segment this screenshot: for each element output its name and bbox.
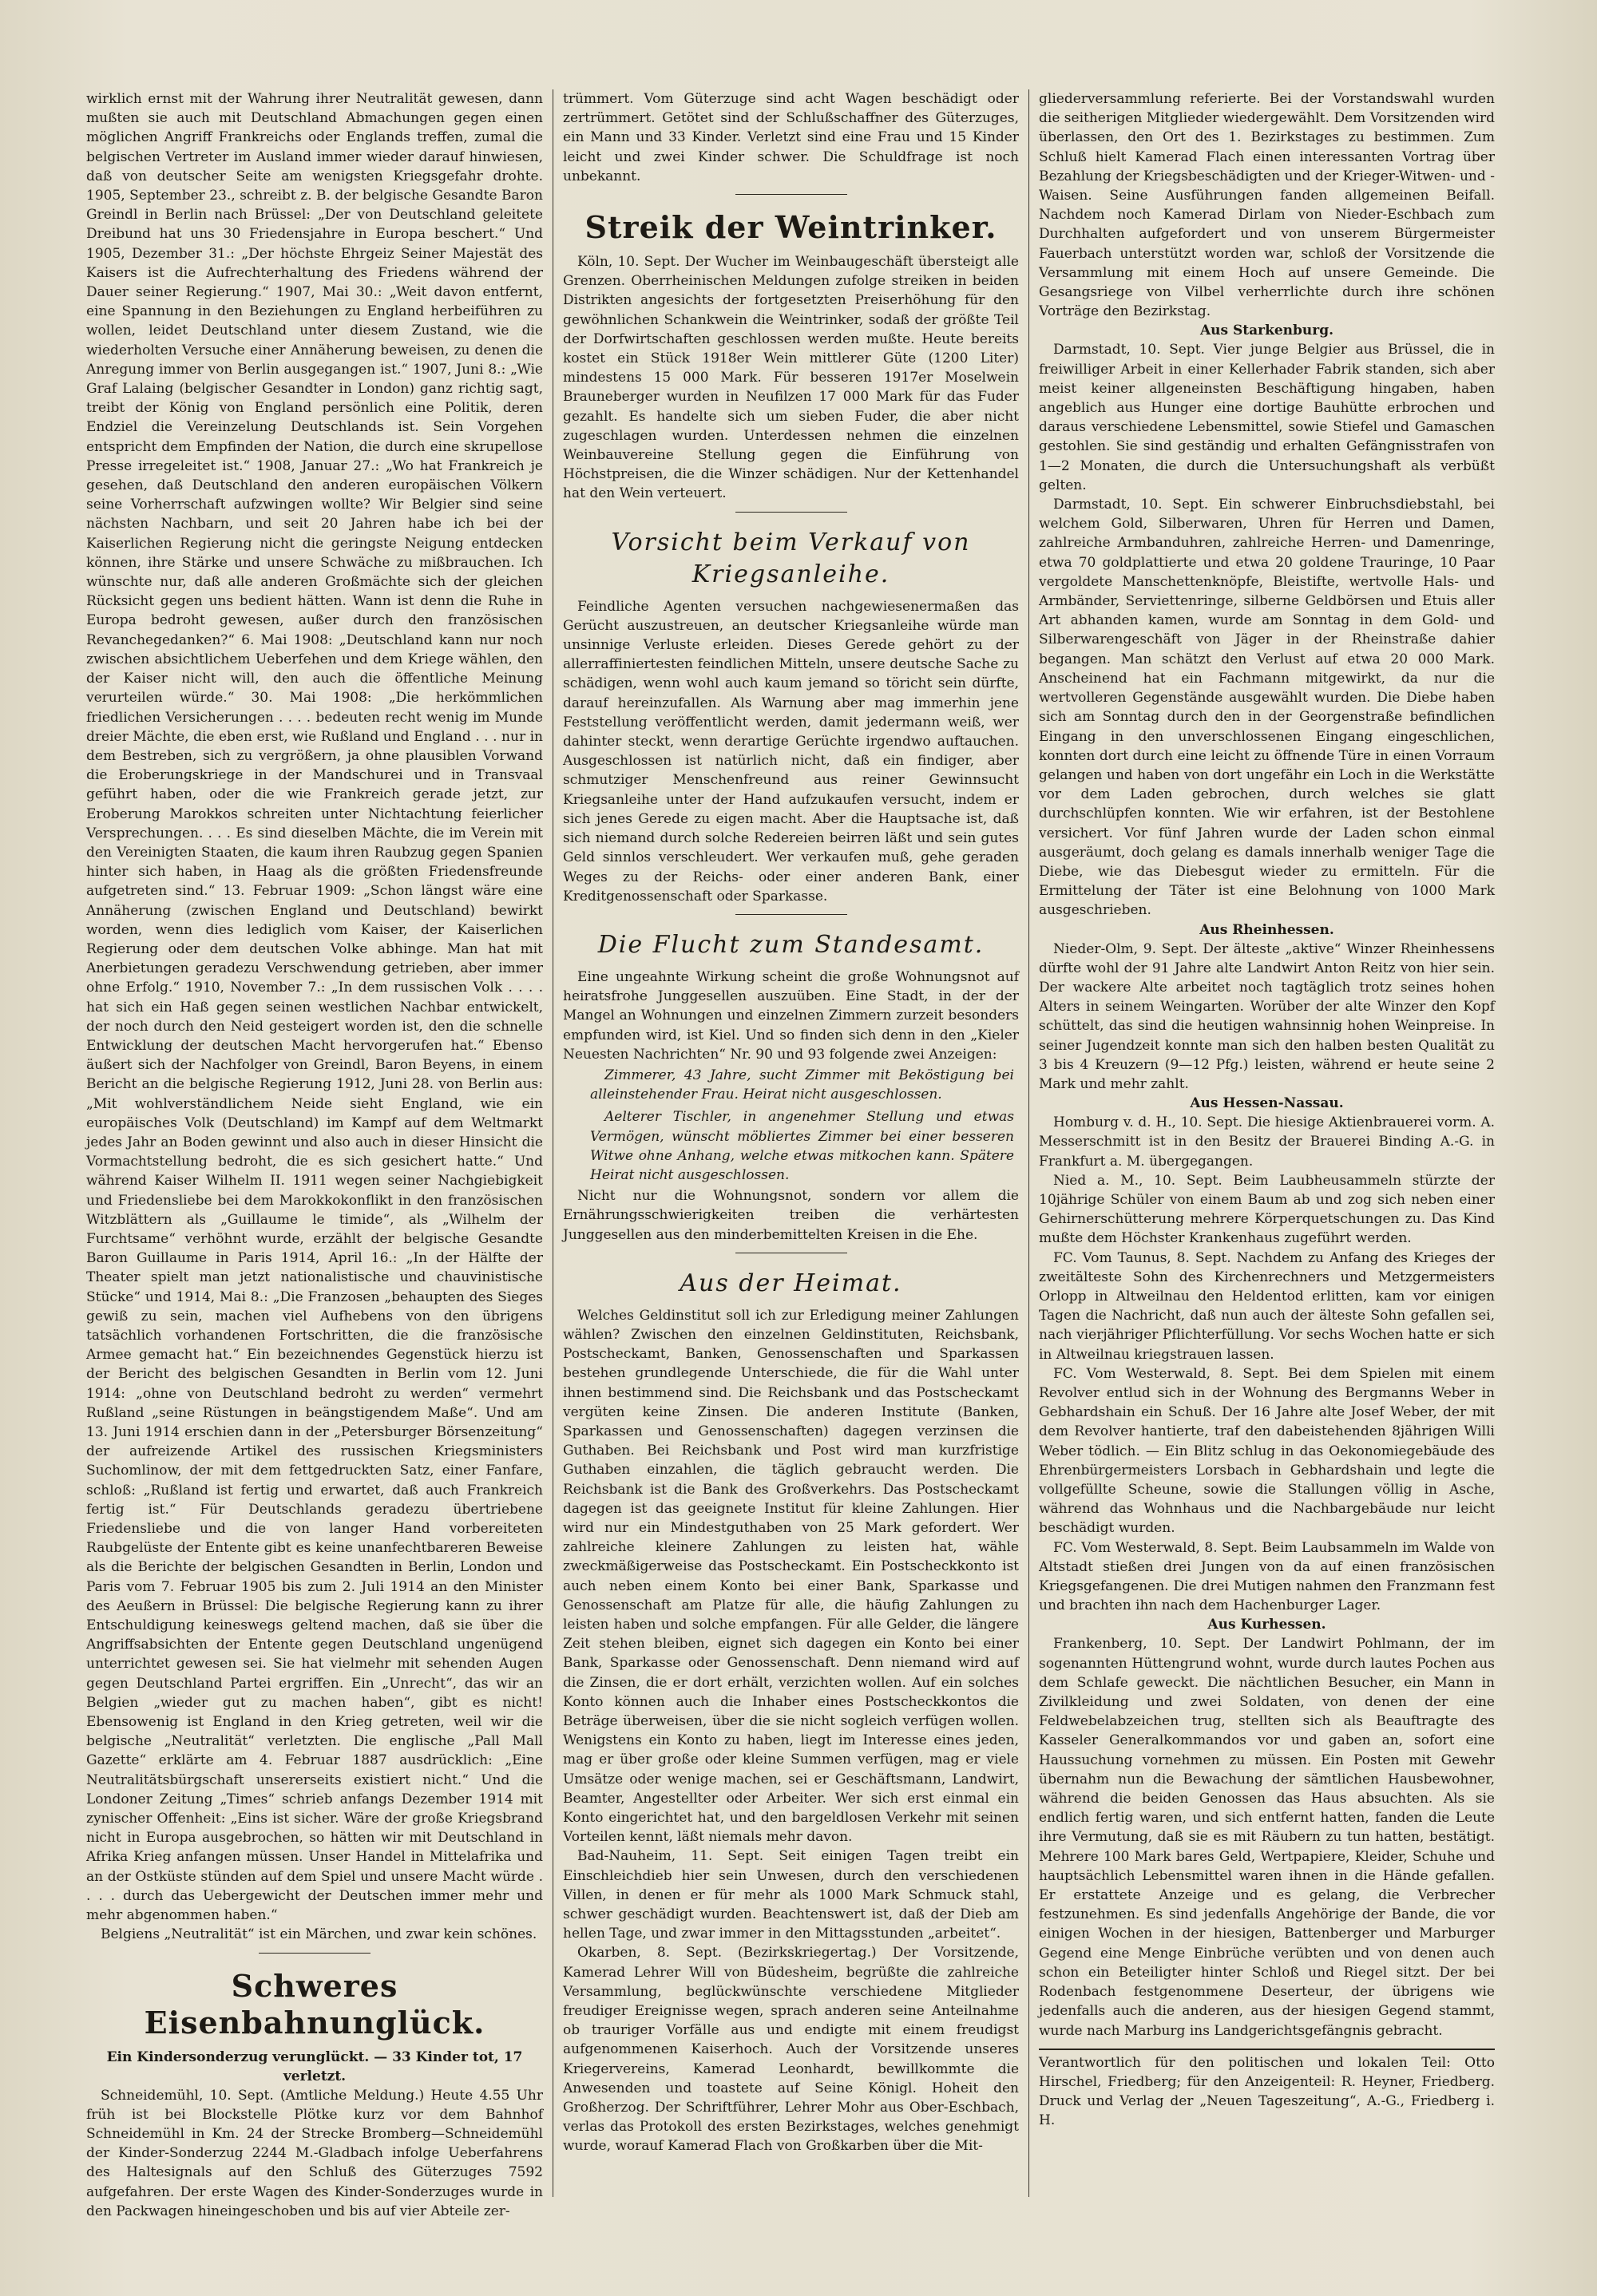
section-rheinhessen: Aus Rheinhessen. <box>1199 921 1334 938</box>
divider <box>259 1953 371 1954</box>
darmstadt-report-1: Darmstadt, 10. Sept. Vier junge Belgier aus Brüssel, die in freiwilliger Arbeit in einer Kellerhader Fabrik standen, sich aber meist keiner allgeneinsten Beschäftigung hingaben, haben angeblich aus Hunger eine dortige Bauhütte erbrochen und daraus verschiedene Lebensmittel, sowie Stiefel und Gamaschen gestohlen. Sie sind geständig und erhalten Gefängnisstrafen von 1—2 Monaten, die durch die Untersuchungshaft als verbüßt gelten. <box>1039 342 1495 493</box>
frankenberg-report: Frankenberg, 10. Sept. Der Landwirt Pohlmann, der im sogenannten Hüttengrund wohnt, wurde durch lautes Pochen aus dem Schlafe geweckt. Die nächtlichen Besucher, ein Mann in Zivilkleidung und zwei Soldaten, von denen der eine Feldwebelabzeichen trug, stellten sich als Beauftragte des Kasseler Generalkommandos vor und gaben an, sofort eine Haussuchung vornehmen zu müssen. Ein Posten mit Gewehr übernahm nun die Bewachung der sämtlichen Hausbewohner, während die beiden Genossen das Haus absuchten. Als sie endlich fertig waren, und sich entfernt hatten, fanden die Leute ihre Vermutung, daß sie es mit Räubern zu tun hatten, bestätigt. Mehrere 100 Mark bares Geld, Wertpapiere, Kleider, Schuhe und hauptsächlich Lebensmittel waren ihnen in die Hände gefallen. Er erstattete Anzeige und es gelang, die Verbrecher festzunehmen. Es sind jedenfalls Angehörige der Bande, die vor einigen Wochen in der hiesigen, Battenberger und Marburger Gegend eine Menge Einbrüche verübten und von denen auch schon ein Beteiligter hinter Schloß und Riegel sitzt. Der bei Rodenbach festgenommene Deserteur, der übrigens wie jedenfalls auch die anderen, aus der hiesigen Gegend stammt, wurde nach Marburg ins Landgerichtsgefängnis gebracht. <box>1039 1636 1495 2039</box>
wine-strike-body: Köln, 10. Sept. Der Wucher im Weinbaugeschäft übersteigt alle Grenzen. Oberrheinischen Meldungen zufolge streiken in beiden Distrikten angesichts der fortgesetzten Preiserhöhung für den gewöhnlichen Schankwein die Weintrinker, sodaß der größte Teil der Dorfwirtschaften geschlossen werden mußte. Heute bereits kostet ein Stück 1918er Wein mittlerer Güte (1200 Liter) mindestens 15 000 Mark. Für besseren 1917er Moselwein Brauneberger wurden in Neufilzen 17 000 Mark für das Fuder gezahlt. Es handelte sich um sieben Fuder, die aber nicht zugeschlagen wurden. Unterdessen nehmen die einzelnen Weinbauvereine Stellung gegen die Einführung von Höchstpreisen, die die Winzer schädigen. Nur der Kettenhandel hat den Wein verteuert. <box>563 254 1019 502</box>
divider <box>735 914 847 915</box>
column-1 <box>77 89 553 2219</box>
homburg-report: Homburg v. d. H., 10. Sept. Die hiesige Aktienbrauerei vorm. A. Messerschmitt ist in den Besitz der Brauerei Binding A.-G. in Frankfurt a. M. übergegangen. <box>1039 1114 1495 1170</box>
westerwald-report-2: FC. Vom Westerwald, 8. Sept. Beim Laubsammeln im Walde von Altstadt stießen drei Jungen von da auf einen französischen Kriegsgefangenen. Die drei Mutigen nahmen den Franzmann fest und brachten ihn nach dem Hachenburger Lager. <box>1039 1539 1495 1614</box>
classified-ad-2: Aelterer Tischler, in angenehmer Stellung und etwas Vermögen, wünscht möbliertes Zimmer bei einer besseren Witwe ohne Anhang, welche etwas mitkochen kann. Spätere Heirat nicht ausgeschlossen. <box>590 1109 1014 1183</box>
column-2 <box>553 89 1028 2197</box>
divider <box>735 512 847 513</box>
railway-accident-continuation: trümmert. Vom Güterzuge sind acht Wagen beschädigt oder zertrümmert. Getötet sind der Schlußschaffner des Güterzuges, ein Mann und 33 Kinder. Verletzt sind eine Frau und 15 Kinder leicht und zwei Kinder schwer. Die Schuldfrage ist noch unbekannt. <box>563 91 1019 184</box>
headline-local-news: Aus der Heimat. <box>680 1269 902 1297</box>
war-bonds-body: Feindliche Agenten versuchen nachgewiesenermaßen das Gerücht auszustreuen, an deutscher Kriegsanleihe würde man unsinnige Verluste erleiden. Dieses Gerede gehört zu der allerraffiniertesten feindlichen Mitteln, unsere deutsche Sache zu schädigen, wenn wohl auch kaum jemand so töricht sein dürfte, darauf hereinzufallen. Als Warnung aber mag immerhin jene Feststellung veröffentlicht werden, damit jedermann weiß, wer dahinter steckt, wenn derartige Gerüchte irgendwo auftauchen. Ausgeschlossen ist natürlich nicht, daß ein findiger, aber schmutziger Menschenfreund aus reiner Gewinnsucht Kriegsanleihe unter der Hand aufzukaufen versucht, indem er sich jenes Gerede zu eigen macht. Aber die Hauptsache ist, daß sich niemand durch solche Redereien beirren läßt und sein gutes Geld sinnlos verschleudert. Wer verkaufen muß, gehe geraden Weges zu der Reichs- oder einer anderen Bank, einer Kreditgenossenschaft oder Sparkasse. <box>563 598 1019 905</box>
darmstadt-report-2: Darmstadt, 10. Sept. Ein schwerer Einbruchsdiebstahl, bei welchem Gold, Silberwaren, Uhren für Herren und Damen, zahlreiche Armbanduhren, zahlreiche Herren- und Damenringe, etwa 70 goldplattierte und etwa 20 goldene Trauringe, 10 Paar vergoldete Manschettenknöpfe, Bleistifte, wertvolle Hals- und Armbänder, Serviettenringe, silberne Geldbörsen und Etuis aller Art abhanden kamen, wurde am Sonntag in dem Gold- und Silberwarengeschäft von Jäger in der Rheinstraße dahier begangen. Man schätzt den Verlust auf etwa 20 000 Mark. Anscheinend hat ein Fachmann mitgewirkt, da nur die wertvolleren Gegenstände ausgewählt wurden. Die Diebe haben sich am Sonntag durch den in der Georgenstraße befindlichen Eingang in den unverschlossenen Eingang eingeschlichen, konnten dort durch eine leicht zu öffnende Türe in einen Vorraum gelangen und haben von dort ungefähr ein Loch in die Werkstätte vor dem Laden gebrochen, durch welches sie glatt durchschlüpfen konnten. Wie wir erfahren, ist der Bestohlene versichert. Vor fünf Jahren wurde der Laden schon einmal ausgeräumt, doch gelang es damals innerhalb weniger Tage die Diebe, wie das Diebesgut wieder zu ermitteln. Für die Ermittelung der Täter ist eine Belohnung von 1000 Mark ausgeschrieben. <box>1039 497 1495 919</box>
westerwald-report-1: FC. Vom Westerwald, 8. Sept. Bei dem Spielen mit einem Revolver entlud sich in der Wohnung des Bergmanns Weber in Gebhardshain ein Schuß. Der 16 Jahre alte Josef Weber, der mit dem Revolver hantierte, traf den dabeistehenden 8jährigen Willi Weber tödlich. — Ein Blitz schlug in das Oekonomiegebäude des Ehrenbürgermeisters Lorsbach in Gebhardshain und legte die vollgefüllte Scheune, sowie die Stallungen völlig in Asche, während das Wohnhaus und die Nachbargebäude nur leicht beschädigt wurden. <box>1039 1365 1495 1537</box>
headline-war-bonds: Vorsicht beim Verkauf von Kriegsanleihe. <box>611 528 971 588</box>
subhead-railway-accident: Ein Kindersonderzug verunglückt. — 33 Kinder tot, 17 verletzt. <box>106 2049 523 2084</box>
bad-nauheim-report: Bad-Nauheim, 11. Sept. Seit einigen Tagen treibt ein Einschleichdieb hier sein Unwesen, durch den verschiedenen Villen, in denen er für mehr als 1000 Mark Schmuck stahl, schwer geschädigt wurden. Beachtenswert ist, daß der Dieb am hellen Tage, und zwar immer in den Mittagsstunden „arbeitet“. <box>563 1848 1019 1942</box>
headline-railway-accident: Schweres Eisenbahnunglück. <box>144 1967 485 2041</box>
imprint: Verantwortlich für den politischen und lokalen Teil: Otto Hirschel, Friedberg; für den Anzeigenteil: R. Heyner, Friedberg. Druck und Verlag der „Neuen Tageszeitung“, A.-G., Friedberg i. H. <box>1039 2049 1495 2130</box>
classified-ad-1: Zimmerer, 43 Jahre, sucht Zimmer mit Beköstigung bei alleinstehender Frau. Heirat nicht ausgeschlossen. <box>590 1067 1014 1103</box>
belgium-article-conclusion: Belgiens „Neutralität“ ist ein Märchen, und zwar kein schönes. <box>101 1926 537 1943</box>
nied-report: Nied a. M., 10. Sept. Beim Laubheusammeln stürzte der 10jährige Schüler von einem Baum ab und zog sich neben einer Gehirnerschütterung mehrere Körperquetschungen zu. Das Kind mußte dem Höchster Krankenhaus zugeführt werden. <box>1039 1172 1495 1247</box>
nieder-olm-report: Nieder-Olm, 9. Sept. Der älteste „aktive“ Winzer Rheinhessens dürfte wohl der 91 Jahre alte Landwirt Anton Reitz von hier sein. Der wackere Alte arbeitet noch tagtäglich trotz seines hohen Alters in seinem Weingarten. Worüber der alte Winzer den Kopf schüttelt, das sind die heutigen wahnsinnig hohen Weinpreise. In seiner Jugendzeit konnte man sich den halben besten Qualität zu 3 bis 4 Kreuzern (9—12 Pfg.) leisten, während er heute seine 2 Mark und mehr zahlt. <box>1039 940 1495 1092</box>
okarben-continuation: gliederversammlung referierte. Bei der Vorstandswahl wurden die seitherigen Mitglieder wiedergewählt. Dem Vorsitzenden wird überlassen, den Ort des 1. Bezirkstages zu bestimmen. Zum Schluß hielt Kamerad Flach einen interessanten Vortrag über Bezahlung der Kriegsbeschädigten und der Krieger-Witwen- und -Waisen. Seine Ausführungen fanden allgemeinen Beifall. Nachdem noch Kamerad Dirlam von Nieder-Eschbach zum Durchhalten aufgefordert und von unserem Bürgermeister Fauerbach unterstützt worden war, schloß der Vorsitzende die Versammlung mit einem Hoch auf unsere Gemeinde. Die Gesangsriege von Vilbel verherrlichte durch ihre schönen Vorträge den Bezirkstag. <box>1039 91 1495 320</box>
column-3 <box>1028 89 1504 2197</box>
okarben-report: Okarben, 8. Sept. (Bezirkskriegertag.) Der Vorsitzende, Kamerad Lehrer Will von Büdesheim, begrüßte die zahlreiche Versammlung, beglückwünschte verschiedene Mitglieder freudiger Ereignisse wegen, sprach anderen seine Anteilnahme ob trauriger Vorfälle aus und endigte mit einem freudigst aufgenommenen Kaiserhoch. Auch der Vorsitzende unseres Kriegervereins, Kamerad Leonhardt, bewillkommte die Anwesenden und toastete auf Seine Königl. Hoheit den Großherzog. Der Schriftführer, Lehrer Mohr aus Ober-Eschbach, verlas das Protokoll des ersten Bezirkstages, welches genehmigt wurde, worauf Kamerad Flach von Großkarben über die Mit- <box>563 1945 1019 2155</box>
railway-accident-body: Schneidemühl, 10. Sept. (Amtliche Meldung.) Heute 4.55 Uhr früh ist bei Blockstelle Plötke kurz vor dem Bahnhof Schneidemühl in Km. 24 der Strecke Bromberg—Schneidemühl der Kinder-Sonderzug 2244 M.-Gladbach infolge Ueberfahrens des Haltesignals auf den Schluß des Güterzuges 7592 aufgefahren. Der erste Wagen des Kinder-Sonderzuges wurde in den Packwagen hineingeschoben und bis auf vier Abteile zer- <box>86 2087 543 2219</box>
belgium-article-body: wirklich ernst mit der Wahrung ihrer Neutralität gewesen, dann mußten sie auch mit Deutschland Abmachungen gegen einen möglichen Angriff Frankreichs oder Englands treffen, zumal die belgischen Vertreter im Ausland immer wieder darauf hinwiesen, daß von deutscher Seite am wenigsten Kriegsgefahr drohte. 1905, September 23., schreibt z. B. der belgische Gesandte Baron Greindl in Berlin nach Brüssel: „Der von Deutschland geleitete Dreibund hat uns 30 Friedensjahre in Europa beschert.“ Und 1905, Dezember 31.: „Der höchste Ehrgeiz Seiner Majestät des Kaisers ist die Aufrechterhaltung des Friedens während der Dauer seiner Regierung.“ 1907, Mai 30.: „Weit davon entfernt, eine Spannung in den Beziehungen zu England herbeiführen zu wollen, leidet Deutschland unter diesem Zustand, wie die wiederholten Versuche einer Annäherung beweisen, zu denen die Anregung immer von Berlin ausgegangen ist.“ 1907, Juni 8.: „Wie Graf Lalaing (belgischer Gesandter in London) ganz richtig sagt, treibt der König von England persönlich eine Politik, deren Endziel die Vereinzelung Deutschlands ist. Sein Vorgehen entspricht dem Empfinden der Nation, die durch eine skrupellose Presse irregeleitet ist.“ 1908, Januar 27.: „Wo hat Frankreich je gesehen, daß Deutschland den anderen europäischen Völkern seine Vorherrschaft aufzwingen wollte? Wir Belgier sind seine nächsten Nachbarn, und seit 20 Jahren habe ich bei der Kaiserlichen Regierung nicht die geringste Neigung entdecken können, ihre Stärke und unsere Schwäche zu mißbrauchen. Ich wünschte nur, daß alle anderen Großmächte sich der gleichen Rücksicht gegen uns bedient hätten. Wann ist denn die Ruhe in Europa bedroht gewesen, außer durch den französischen Revanchegedanken?“ 6. Mai 1908: „Deutschland kann nur noch zwischen absichtlichem Ueberfehen und dem Kriege wählen, den der Kaiser nicht will, den auch die öffentliche Meinung verurteilen würde.“ 30. Mai 1908: „Die herkömmlichen friedlichen Versicherungen . . . . bedeuten recht wenig im Munde dreier Mächte, die eben erst, wie Rußland und England . . . nur in dem Bestreben, sich zu vergrößern, ja ohne plausiblen Vorwand die Eroberungskriege in der Mandschurei und in Transvaal geführt haben, oder die wie Frankreich gerade jetzt, zur Eroberung Marokkos schreiten unter Nichtachtung feierlicher Versprechungen. . . . Es sind dieselben Mächte, die im Verein mit den Vereinigten Staaten, die kaum ihren Raubzug gegen Spanien hinter sich haben, in Haag als die größten Friedensfreunde aufgetreten sind.“ 13. Februar 1909: „Schon längst wäre eine Annäherung (zwischen England und Deutschland) bewirkt worden, wenn dies lediglich vom Kaiser, der Kaiserlichen Regierung oder dem deutschen Volke abhinge. Man hat mit Anerbietungen geradezu Verschwendung getrieben, aber immer ohne Erfolg.“ 1910, November 7.: „In dem russischen Volk . . . . hat sich ein Haß gegen seinen westlichen Nachbar entwickelt, der noch durch den Neid gesteigert worden ist, den die schnelle Entwicklung der deutschen Macht hervorgerufen hat.“ Ebenso äußert sich der Nachfolger von Greindl, Baron Beyens, in einem Bericht an die belgische Regierung 1912, Juni 28. von Berlin aus: „Mit wohlverständlichem Neide sieht England, wie ein europäisches Volk (Deutschland) im Kampf auf dem Weltmarkt jedes Jahr an Boden gewinnt und also auch in dieser Hinsicht die Vormachtstellung bedroht, die es sich gesichert hatte.“ Und während Kaiser Wilhelm II. 1911 wegen seiner Nachgiebigkeit und Friedensliebe bei dem Marokkokonflikt in den französischen Witzblättern als „Guillaume le timide“, als „Wilhelm der Furchtsame“ verhöhnt wurde, erzählt der belgische Gesandte Baron Guillaume in Paris 1914, April 16.: „In der Hälfte der Theater spielt man jetzt nationalistische und chauvinistische Stücke“ und 1914, Mai 8.: „Die Franzosen „behaupten des Sieges gewiß zu sein, machen viel Aufhebens von den übrigens tatsächlich vorhandenen Fortschritten, die die französische Armee gemacht hat.“ Ein bezeichnendes Gegenstück hierzu ist der Bericht des belgischen Gesandten in Berlin vom 12. Juni 1914: „ohne von Deutschland bedroht zu werden“ vermehrt Rußland „seine Rüstungen in beängstigendem Maße“. Und am 13. Juni 1914 erschien dann in der „Petersburger Börsenzeitung“ der aufreizende Artikel des russischen Kriegsministers Suchomlinow, der mit dem fettgedruckten Satz, einer Fanfare, schloß: „Rußland ist fertig und erwartet, daß auch Frankreich fertig ist.“ Für Deutschlands geradezu übertriebene Friedensliebe und die von langer Hand vorbereiteten Raubgelüste der Entente gibt es keine unanfechtbareren Beweise als die Berichte der belgischen Gesandten in Berlin, London und Paris vom 7. Februar 1905 bis zum 2. Juli 1914 an den Minister des Aeußern in Brüssel: Die belgische Regierung kann zu ihrer Entschuldigung keineswegs geltend machen, daß sie über die Angriffsabsichten der Entente gegen Deutschland ungenügend unterrichtet gewesen sei. Sie hat vielmehr mit sehenden Augen gegen Deutschland Partei ergriffen. Ein „Unrecht“, das wir an Belgien „wieder gut zu machen haben“, gibt es nicht! Ebensowenig ist England in den Krieg getreten, weil wir die belgische „Neutralität“ verletzten. Die englische „Pall Mall Gazette“ erklärte am 4. Februar 1887 ausdrücklich: „Eine Neutralitätsbürgschaft unsererseits existiert nicht.“ Und die Londoner Zeitung „Times“ schrieb anfangs Dezember 1914 mit zynischer Offenheit: „Eins ist sicher. Wäre der große Kriegsbrand nicht in Europa ausgebrochen, so hätten wir mit Deutschland in Afrika Krieg anfangen müssen. Unser Handel in Mittelafrika und an der Ostküste stünden auf dem Spiel und unsere Macht würde . . . . durch das Uebergewicht der Deutschen immer mehr und mehr abgenommen haben.“ <box>86 91 543 1924</box>
registry-office-body: Eine ungeahnte Wirkung scheint die große Wohnungsnot auf heiratsfrohe Junggesellen auszuüben. Eine Stadt, in der der Mangel an Wohnungen und einzelnen Zimmern zurzeit besonders empfunden wird, ist Kiel. Und so finden sich denn in den „Kieler Neuesten Nachrichten“ Nr. 90 und 93 folgende zwei Anzeigen: <box>563 968 1019 1063</box>
headline-registry-office: Die Flucht zum Standesamt. <box>597 930 985 959</box>
divider <box>735 194 847 195</box>
section-starkenburg: Aus Starkenburg. <box>1199 323 1334 339</box>
text-columns <box>77 89 1504 2219</box>
bank-choice-article: Welches Geldinstitut soll ich zur Erledigung meiner Zahlungen wählen? Zwischen den einzelnen Geldinstituten, Reichsbank, Postscheckamt, Banken, Genossenschaften und Sparkassen bestehen grundlegende Unterschiede, die für die Wahl unter ihnen bestimmend sind. Die Reichsbank und das Postscheckamt vergüten keine Zinsen. Die anderen Institute (Banken, Sparkassen und Genossenschaften) dagegen verzinsen die Guthaben. Bei Reichsbank und Post wird man kurzfristige Guthaben einzahlen, die täglich gebraucht werden. Die Reichsbank ist die Bank des Großverkehrs. Das Postscheckamt dagegen ist das geeignete Institut für kleine Zahlungen. Hier wird nur ein Mindestguthaben von 25 Mark gefordert. Wer zahlreiche kleinere Zahlungen zu leisten hat, wähle zweckmäßigerweise das Postscheckamt. Ein Postscheckkonto ist auch neben einem Konto bei einer Bank, Sparkasse und Genossenschaft am Platze für alle, die häufig Zahlungen zu leisten haben und solche empfangen. Für alle Gelder, die längere Zeit stehen bleiben, eignet sich dagegen ein Konto bei einer Bank, Sparkasse oder Genossenschaft. Denn niemand wird auf die Zinsen, die er dort erhält, verzichten wollen. Auf ein solches Konto können auch die Inhaber eines Postscheckkontos die Beträge überweisen, über die sie nicht sogleich verfügen wollen. Wenigstens ein Konto zu haben, liegt im Interesse eines jeden, mag er über große oder kleine Summen verfügen, mag er viele Umsätze oder wenige machen, sei er Geschäftsmann, Landwirt, Beamter, Angestellter oder Arbeiter. Wer sich erst einmal ein Konto eingerichtet hat, und den bargeldlosen Verkehr mit seinen Vorteilen kennt, läßt niemals mehr davon. <box>563 1307 1019 1846</box>
taunus-report: FC. Vom Taunus, 8. Sept. Nachdem zu Anfang des Krieges der zweitälteste Sohn des Kirchenrechners und Metzgermeisters Orlopp in Altweilnau den Heldentod erlitten, kam vor einigen Tagen die Nachricht, daß nun auch der älteste Sohn gefallen sei, nach vierjähriger Pflichterfüllung. Vor sechs Wochen hatte er sich in Altweilnau kriegstrauen lassen. <box>1039 1249 1495 1363</box>
headline-wine-strike: Streik der Weintrinker. <box>585 209 997 246</box>
registry-office-conclusion: Nicht nur die Wohnungsnot, sondern vor allem die Ernährungsschwierigkeiten treiben die verhärtesten Junggesellen aus den minderbemittelten Kreisen in die Ehe. <box>563 1188 1019 1243</box>
section-hessen-nassau: Aus Hessen-Nassau. <box>1190 1095 1344 1112</box>
section-kurhessen: Aus Kurhessen. <box>1207 1617 1326 1633</box>
